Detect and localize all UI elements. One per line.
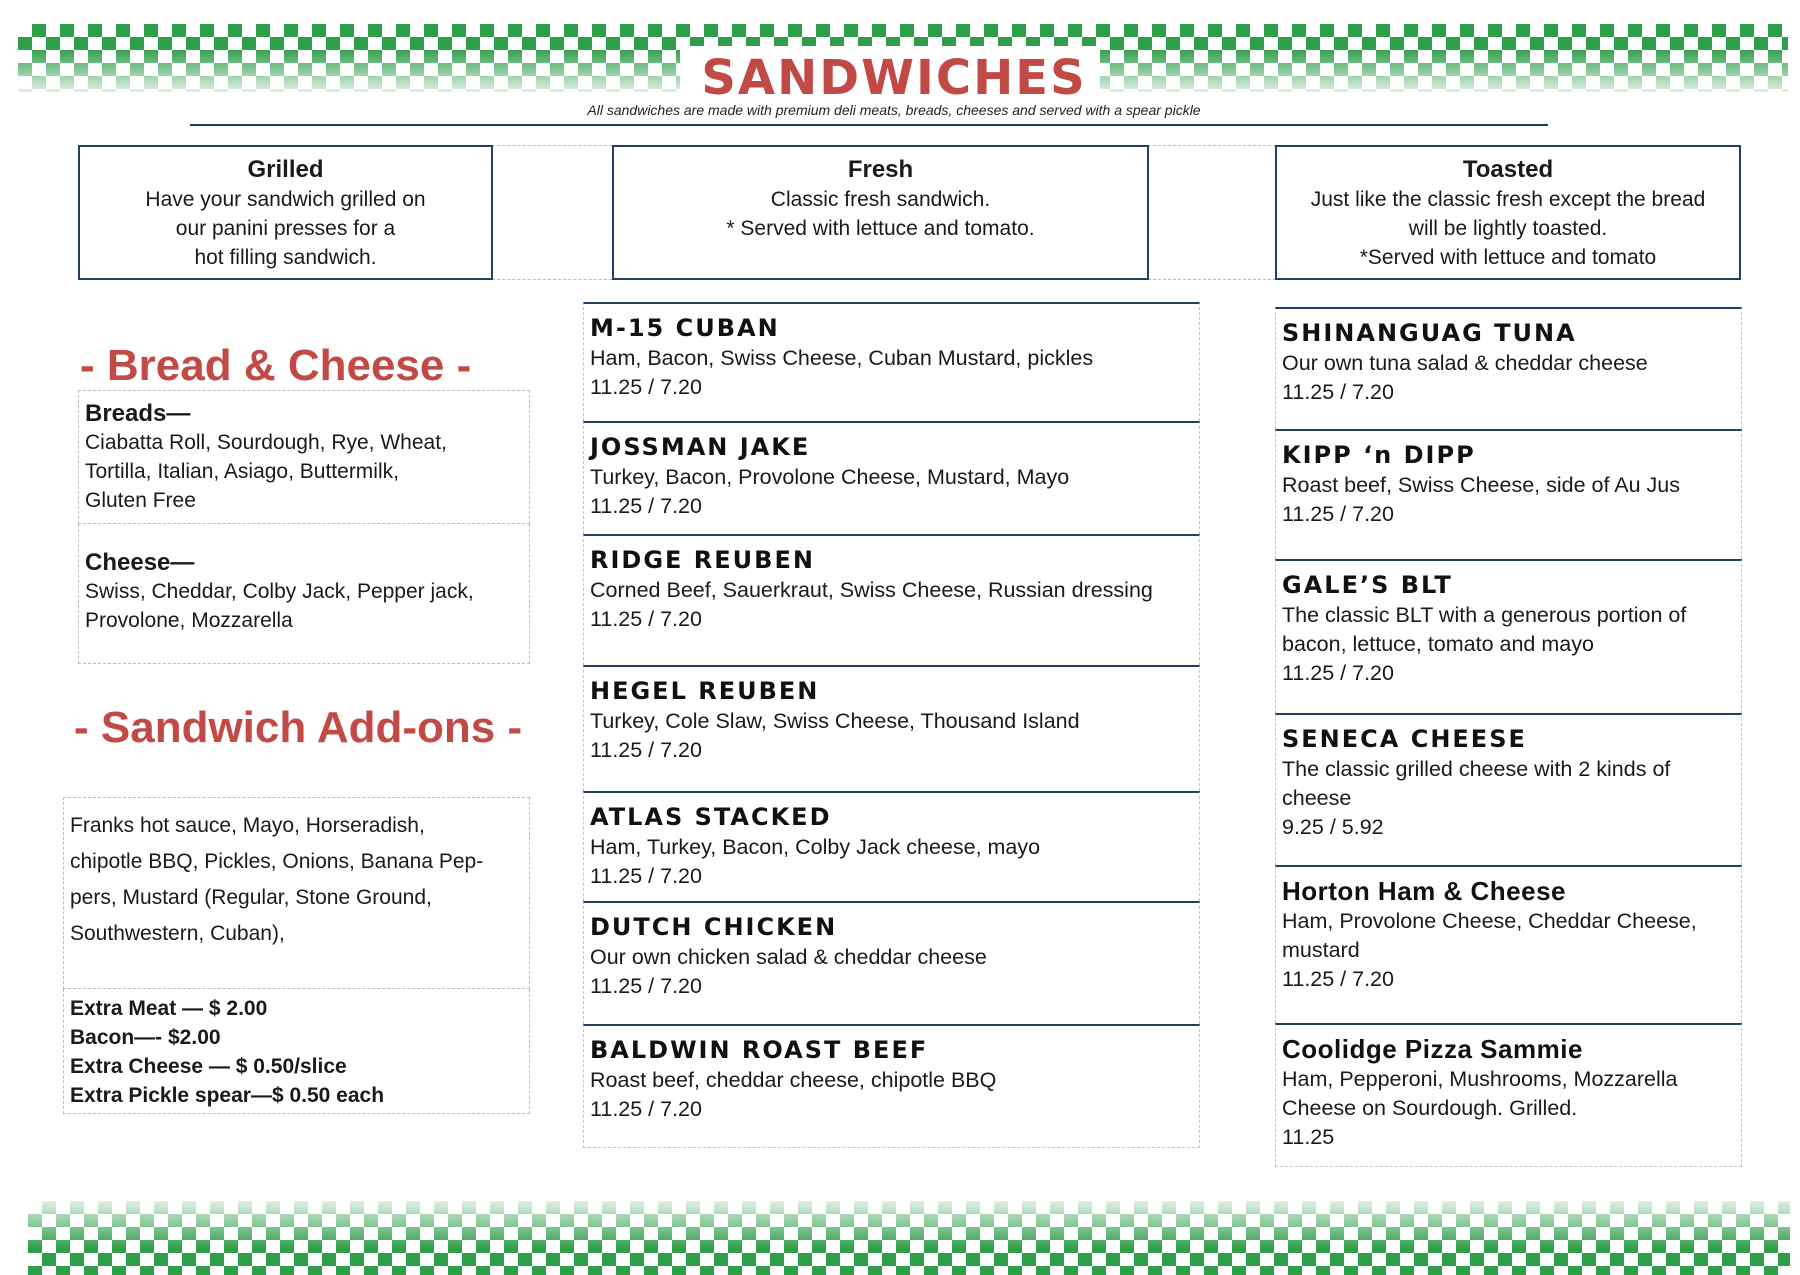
style-box-fresh: [612, 145, 1149, 280]
menu-item: [583, 791, 1200, 901]
item-name: SHINANGUAG TUNA: [1282, 319, 1577, 347]
addons-line: Franks hot sauce, Mayo, Horseradish,: [70, 814, 425, 837]
extra-item: Bacon—- $2.00: [70, 1026, 221, 1049]
addons-list-box: [63, 797, 530, 989]
item-name: Horton Ham & Cheese: [1282, 876, 1566, 906]
item-price: 11.25: [1282, 1125, 1335, 1149]
style-connector: [1148, 145, 1276, 280]
style-desc-line: * Served with lettuce and tomato.: [726, 217, 1035, 240]
item-price: 11.25 / 7.20: [590, 738, 702, 762]
item-desc: The classic grilled cheese with 2 kinds of: [1282, 757, 1671, 781]
item-desc: Roast beef, Swiss Cheese, side of Au Jus: [1282, 473, 1680, 497]
item-name: Coolidge Pizza Sammie: [1282, 1034, 1583, 1064]
column-bottom-border: [1275, 1166, 1742, 1167]
breads-box: [78, 390, 530, 524]
item-name: JOSSMAN JAKE: [590, 433, 811, 461]
item-price: 11.25 / 7.20: [1282, 661, 1394, 685]
item-price: 11.25 / 7.20: [1282, 380, 1394, 404]
item-desc: Turkey, Bacon, Provolone Cheese, Mustard, Mayo: [590, 465, 1070, 489]
item-price: 11.25 / 7.20: [590, 607, 702, 631]
cheese-line: Provolone, Mozzarella: [85, 609, 293, 632]
addons-line: Southwestern, Cuban),: [70, 922, 285, 945]
addons-heading: - Sandwich Add-ons -: [74, 703, 523, 752]
menu-item: [583, 421, 1200, 534]
style-desc-line: Classic fresh sandwich.: [770, 188, 991, 211]
item-desc: Ham, Turkey, Bacon, Colby Jack cheese, mayo: [590, 835, 1041, 859]
item-desc: bacon, lettuce, tomato and mayo: [1282, 632, 1594, 656]
item-desc: Roast beef, cheddar cheese, chipotle BBQ: [590, 1068, 997, 1092]
style-desc-line: *Served with lettuce and tomato: [1359, 246, 1657, 269]
item-price: 11.25 / 7.20: [590, 375, 702, 399]
menu-item: [1275, 307, 1742, 429]
extra-item: Extra Cheese — $ 0.50/slice: [70, 1055, 347, 1078]
item-name: SENECA CHEESE: [1282, 725, 1527, 753]
item-name: BALDWIN ROAST BEEF: [590, 1036, 929, 1064]
menu-item: [1275, 429, 1742, 559]
item-price: 11.25 / 7.20: [590, 864, 702, 888]
style-title: Fresh: [847, 156, 914, 183]
item-desc: cheese: [1282, 786, 1352, 810]
extra-item: Extra Meat — $ 2.00: [70, 997, 268, 1020]
addons-line: pers, Mustard (Regular, Stone Ground,: [70, 886, 432, 909]
item-desc: Ham, Provolone Cheese, Cheddar Cheese,: [1282, 909, 1697, 933]
item-desc: The classic BLT with a generous portion of: [1282, 603, 1687, 627]
item-price: 11.25 / 7.20: [590, 494, 702, 518]
addons-line: chipotle BBQ, Pickles, Onions, Banana Pep-: [70, 850, 484, 873]
style-desc-line: Have your sandwich grilled on: [145, 188, 426, 211]
item-name: HEGEL REUBEN: [590, 677, 820, 705]
cheese-line: Swiss, Cheddar, Colby Jack, Pepper jack,: [85, 580, 474, 603]
breads-line: Gluten Free: [85, 489, 196, 512]
style-title: Grilled: [247, 156, 324, 183]
style-box-toasted: [1275, 145, 1741, 280]
item-name: GALE’S BLT: [1282, 571, 1453, 599]
item-name: ATLAS STACKED: [590, 803, 832, 831]
menu-item: [583, 302, 1200, 421]
breads-line: Ciabatta Roll, Sourdough, Rye, Wheat,: [85, 431, 447, 454]
breads-label: Breads—: [85, 400, 191, 427]
item-name: M-15 CUBAN: [590, 314, 780, 342]
item-price: 9.25 / 5.92: [1282, 815, 1384, 839]
item-price: 11.25 / 7.20: [1282, 967, 1394, 991]
item-price: 11.25 / 7.20: [590, 974, 702, 998]
style-desc-line: will be lightly toasted.: [1408, 217, 1608, 240]
item-desc: Ham, Bacon, Swiss Cheese, Cuban Mustard, pickles: [590, 346, 1094, 370]
cheese-box: [78, 524, 530, 664]
menu-item: [1275, 1023, 1742, 1167]
item-desc: mustard: [1282, 938, 1360, 962]
extra-item: Extra Pickle spear—$ 0.50 each: [70, 1084, 385, 1107]
menu-item: [583, 534, 1200, 665]
item-name: DUTCH CHICKEN: [590, 913, 838, 941]
item-name: KIPP ‘n DIPP: [1282, 441, 1476, 469]
cheese-label: Cheese—: [85, 549, 195, 576]
style-desc-line: our panini presses for a: [175, 217, 396, 240]
item-price: 11.25 / 7.20: [1282, 502, 1394, 526]
style-box-grilled: [78, 145, 493, 280]
menu-item: [1275, 559, 1742, 713]
item-name: RIDGE REUBEN: [590, 546, 815, 574]
style-desc-line: Just like the classic fresh except the bread: [1310, 188, 1706, 211]
title-divider: [190, 124, 1548, 126]
page-title: SANDWICHES: [701, 50, 1087, 106]
extras-box: [63, 989, 530, 1114]
page-subtitle: All sandwiches are made with premium deli meats, breads, cheeses and served with a spear pickle: [587, 102, 1201, 118]
bread-cheese-heading: - Bread & Cheese -: [80, 341, 472, 390]
item-desc: Corned Beef, Sauerkraut, Swiss Cheese, Russian dressing: [590, 578, 1153, 602]
item-desc: Turkey, Cole Slaw, Swiss Cheese, Thousand Island: [590, 709, 1080, 733]
column-bottom-border: [583, 1147, 1200, 1148]
style-title: Toasted: [1462, 156, 1554, 183]
item-desc: Our own chicken salad & cheddar cheese: [590, 945, 987, 969]
checkered-border-bottom: [28, 1201, 1790, 1275]
style-desc-line: hot filling sandwich.: [194, 246, 377, 269]
item-desc: Cheese on Sourdough. Grilled.: [1282, 1096, 1578, 1120]
menu-item: [583, 1024, 1200, 1148]
menu-item: [583, 665, 1200, 791]
item-desc: Our own tuna salad & cheddar cheese: [1282, 351, 1648, 375]
item-desc: Ham, Pepperoni, Mushrooms, Mozzarella: [1282, 1067, 1678, 1091]
menu-item: [583, 901, 1200, 1024]
menu-item: [1275, 865, 1742, 1023]
style-connector: [492, 145, 612, 280]
menu-item: [1275, 713, 1742, 865]
item-price: 11.25 / 7.20: [590, 1097, 702, 1121]
breads-line: Tortilla, Italian, Asiago, Buttermilk,: [85, 460, 399, 483]
